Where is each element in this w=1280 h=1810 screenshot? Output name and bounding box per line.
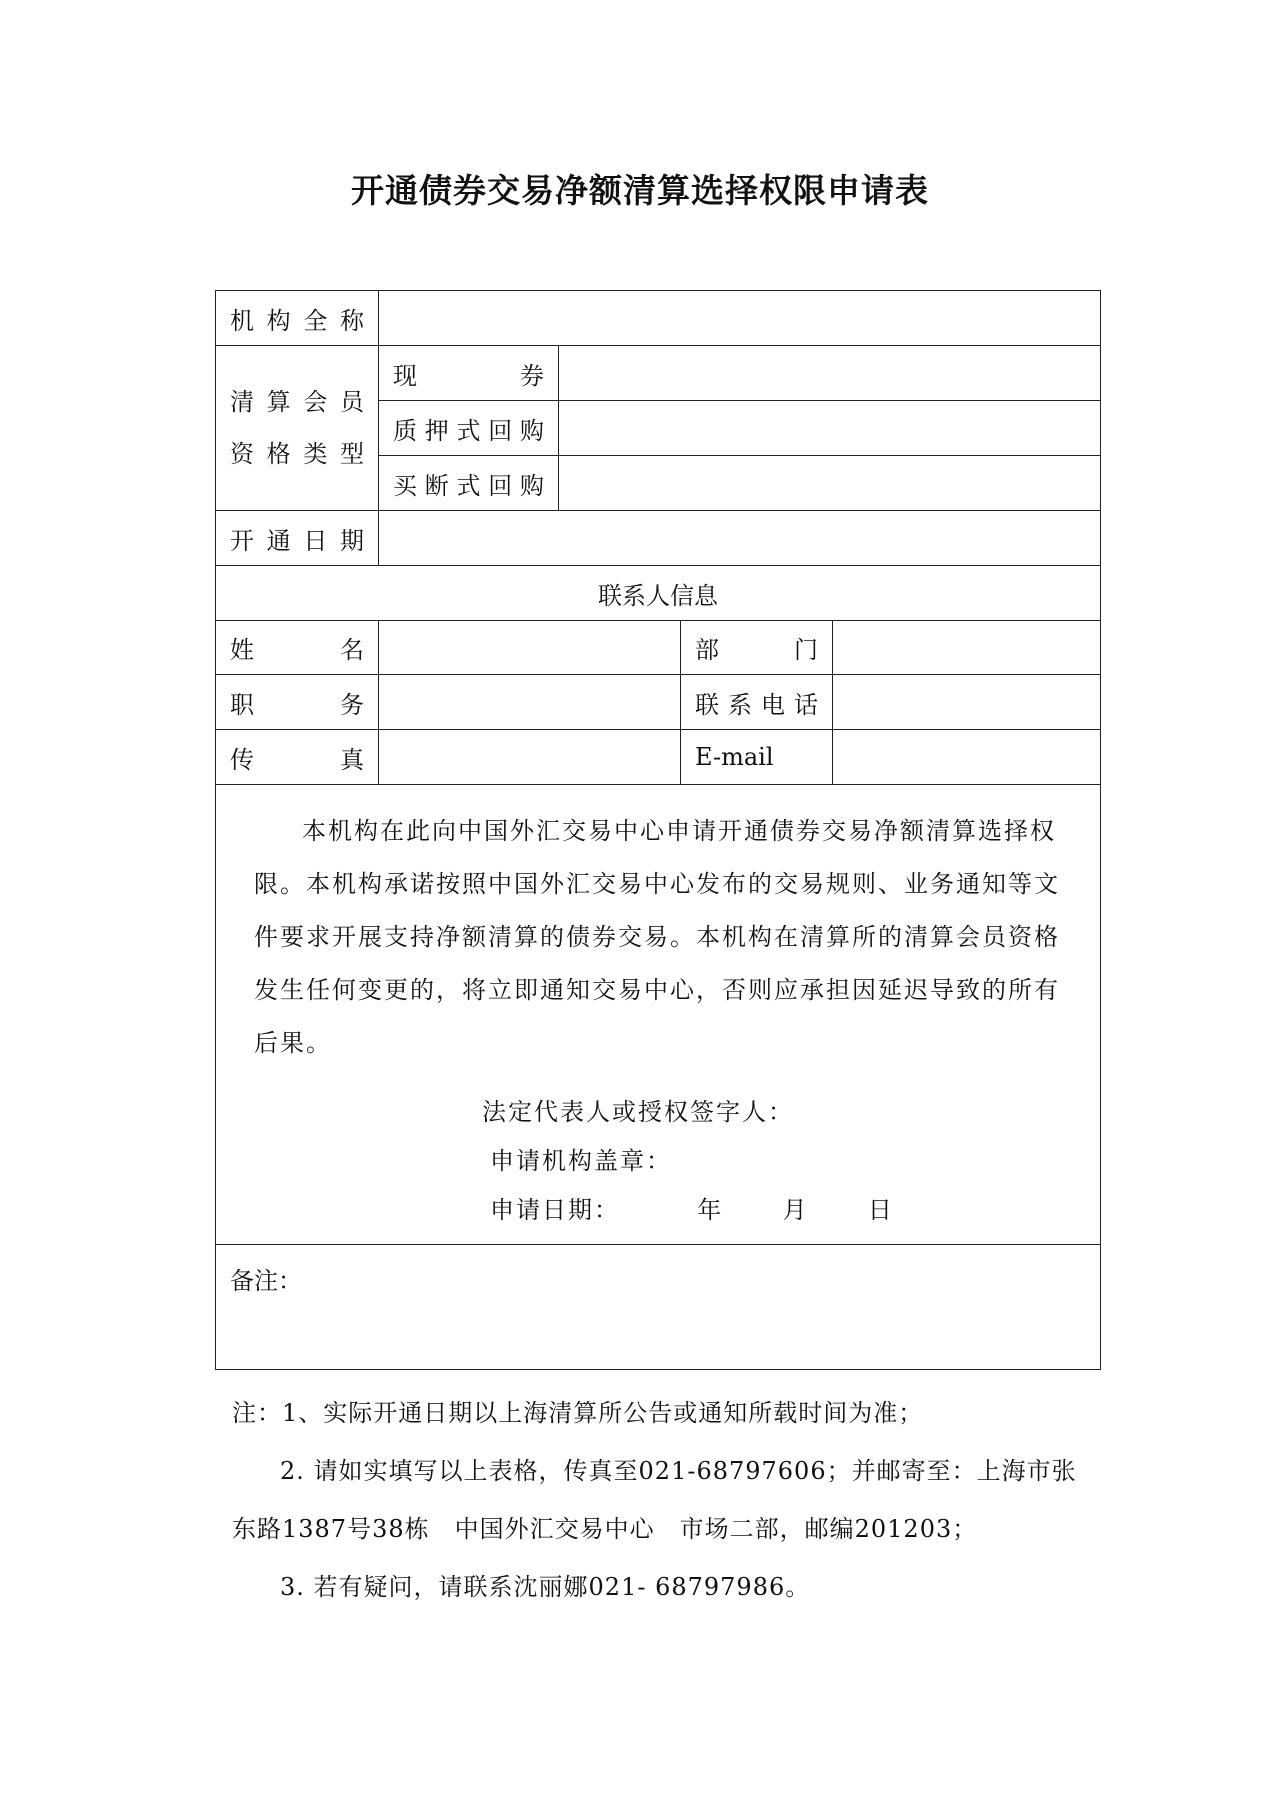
note-2-line-1: 2. 请如实填写以上表格，传真至021-68797606；并邮寄至：上海市张 xyxy=(280,1457,1077,1485)
contact-name-field[interactable] xyxy=(379,621,681,675)
page-title: 开通债券交易净额清算选择权限申请表 xyxy=(351,171,929,210)
contact-email-field[interactable] xyxy=(833,730,1101,785)
contact-position-field[interactable] xyxy=(379,675,681,730)
remark-field[interactable] xyxy=(216,1245,1101,1370)
contact-position-label: 职务 xyxy=(216,675,379,730)
remark-label: 备注： xyxy=(230,1267,302,1295)
open-date-field[interactable] xyxy=(379,511,1101,566)
application-form xyxy=(215,290,1101,1370)
contact-phone-field[interactable] xyxy=(833,675,1101,730)
apply-date-label: 申请日期： xyxy=(490,1196,620,1224)
note-1: 注：1、实际开通日期以上海清算所公告或通知所载时间为准； xyxy=(232,1399,924,1427)
contact-phone-label: 联系电话 xyxy=(681,675,833,730)
seal-label: 申请机构盖章： xyxy=(490,1147,672,1175)
contact-email-label: E-mail xyxy=(681,730,833,785)
contact-name-label: 姓名 xyxy=(216,621,379,675)
institution-name-label: 机构全称 xyxy=(216,291,379,346)
institution-name-field[interactable] xyxy=(379,291,1101,346)
member-type-cash-bond: 现券 xyxy=(379,346,559,401)
note-3: 3. 若有疑问，请联系沈丽娜021- 68797986。 xyxy=(280,1573,811,1601)
member-type-label-line1: 清算会员 xyxy=(230,388,364,416)
signatory-label: 法定代表人或授权签字人： xyxy=(482,1098,794,1126)
contact-fax-label: 传真 xyxy=(216,730,379,785)
member-type-outright-repo: 买断式回购 xyxy=(379,456,559,511)
pledge-section xyxy=(216,785,1101,1245)
apply-date-line xyxy=(482,1186,1060,1235)
member-type-pledged-repo-field[interactable] xyxy=(559,401,1101,456)
contact-dept-label: 部门 xyxy=(681,621,833,675)
notes-section xyxy=(232,1384,1092,1616)
contact-info-header: 联系人信息 xyxy=(216,566,1101,621)
pledge-text: 本机构在此向中国外汇交易中心申请开通债券交易净额清算选择权限。本机构承诺按照中国外汇交易中心发布的交易规则、业务通知等文件要求开展支持净额清算的债券交易。本机构在清算所的清算会员资格发生任何变更的，将立即通知交易中心，否则应承担因延迟导致的所有后果。 xyxy=(254,817,1060,1057)
member-type-label xyxy=(216,346,379,511)
apply-date-year: 年 xyxy=(697,1196,724,1224)
member-type-label-line2: 资格类型 xyxy=(230,440,364,468)
member-type-cash-bond-field[interactable] xyxy=(559,346,1101,401)
apply-date-day: 日 xyxy=(867,1196,894,1224)
note-2-line-2: 东路1387号38栋 中国外汇交易中心 市场二部，邮编201203； xyxy=(232,1515,978,1543)
apply-date-month: 月 xyxy=(782,1196,809,1224)
contact-fax-field[interactable] xyxy=(379,730,681,785)
contact-dept-field[interactable] xyxy=(833,621,1101,675)
open-date-label: 开通日期 xyxy=(216,511,379,566)
member-type-pledged-repo: 质押式回购 xyxy=(379,401,559,456)
member-type-outright-repo-field[interactable] xyxy=(559,456,1101,511)
